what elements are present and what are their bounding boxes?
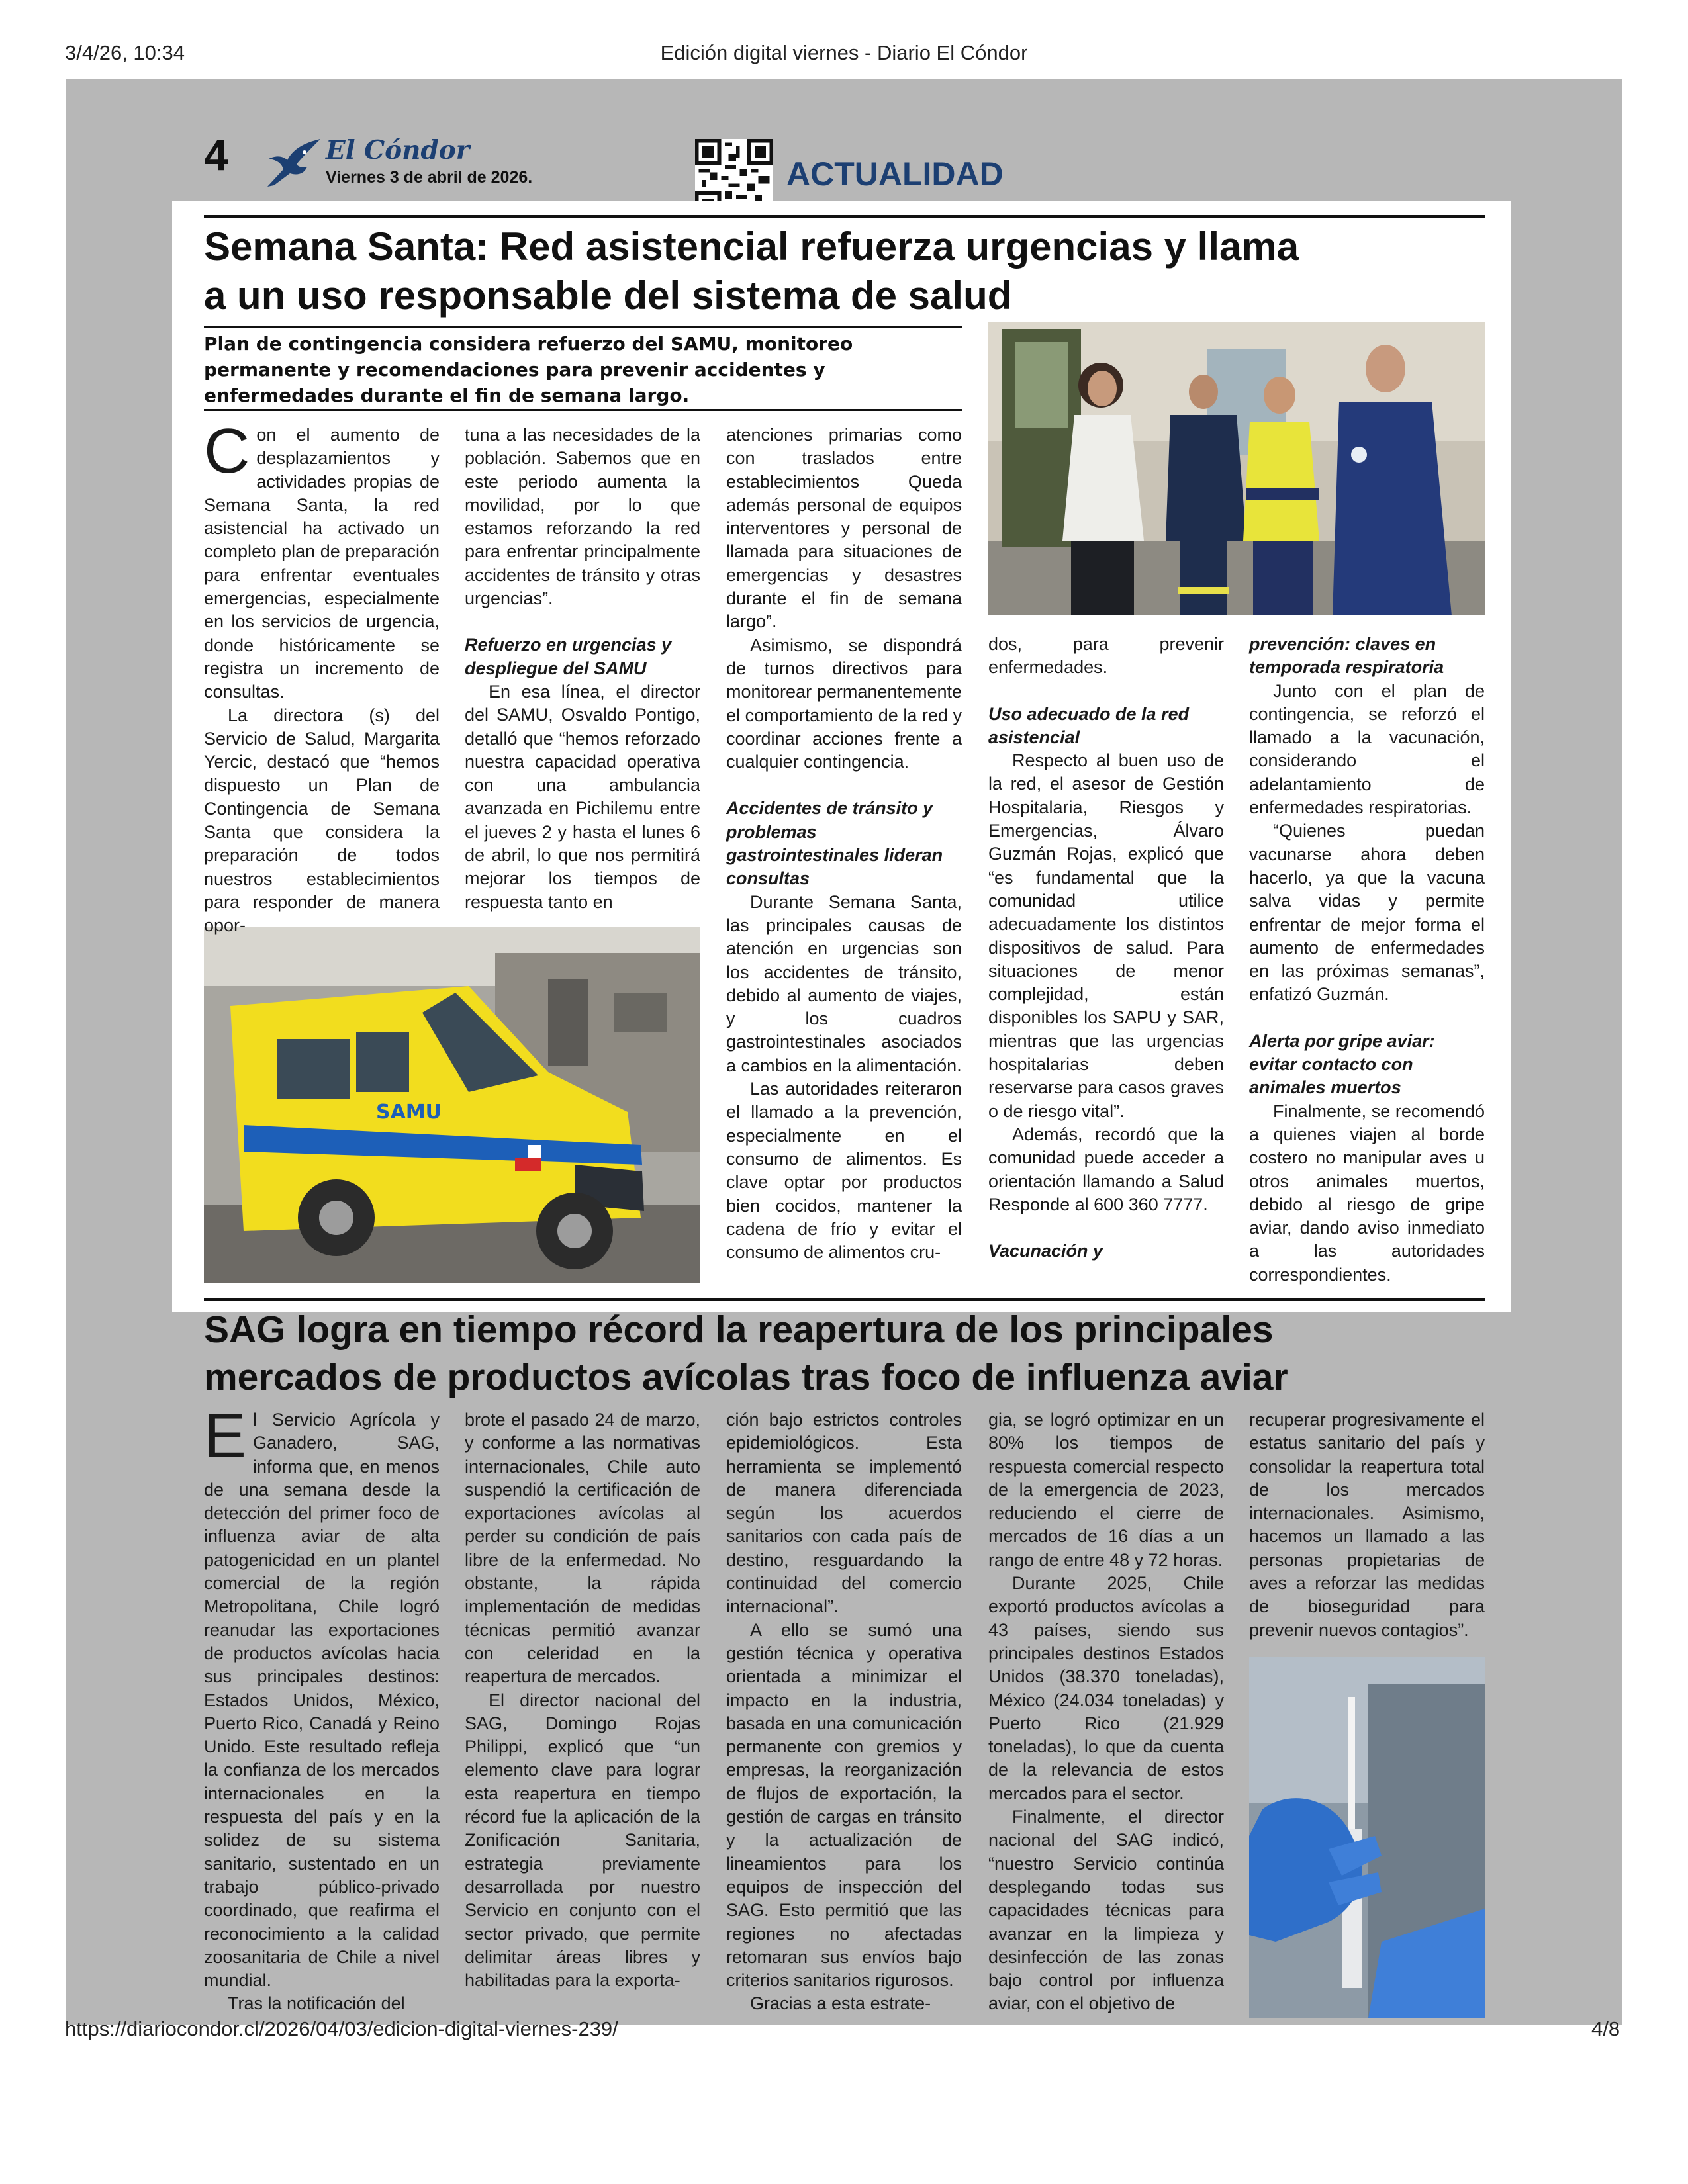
article1-col4-subhead2: Vacunación y: [988, 1241, 1103, 1261]
top-rule: [204, 215, 1485, 218]
article2-col5-p1: recuperar progresivamente el estatus sanitario del país y consolidar la reapertura total de los mercados internacionales. Asimismo, hacemos un llamado a las personas propietarias de aves a reforzar las medidas de bioseguridad para prevenir nuevos contagios”.: [1249, 1410, 1485, 1640]
print-timestamp: 3/4/26, 10:34: [65, 41, 185, 64]
article1-col5-p2: “Quienes puedan vacunarse ahora deben hacerlo, ya que la vacuna salva vidas y permite enfrentar de mejor forma el aumento de enfermedades en las próximas semanas”, enfatizó Guzmán.: [1249, 821, 1485, 1005]
condor-logo-icon: [263, 136, 322, 193]
article2-col4-p3: Finalmente, el director nacional del SAG indicó, “nuestro Servicio continúa desplegando todas sus capacidades técnicas para avanzar en la limpieza y desinfección de las zonas bajo control por influenza aviar, con el objetivo de: [988, 1807, 1224, 2014]
article2-photo-test-tube: [1249, 1657, 1485, 2018]
article1-col5-p1: Junto con el plan de contingencia, se reforzó el llamado a la vacunación, considerando el adelantamiento de enfermedades respiratorias.: [1249, 680, 1485, 818]
page-number: 4: [204, 130, 228, 179]
article1-col4-p1: dos, para prevenir enfermedades.: [988, 634, 1224, 678]
article1-col4-p2: Respecto al buen uso de la red, el asesor de Gestión Hospitalaria, Riesgos y Emergencias, Álvaro Guzmán Rojas, explicó que “es fundamental que la comunidad utilice adecuadamente los distintos dispositivos de salud. Para situaciones de menor complejidad, están disponibles los SAPU y SAR, mientras que las urgencias hospitalarias deben reservarse para casos graves o de riesgo vital”.: [988, 751, 1224, 1121]
article1-column-3: [726, 424, 962, 1264]
article2-col2-p1: brote el pasado 24 de marzo, y conforme a las normativas internacionales, Chile auto suspendió la certificación de exportaciones avícolas al perder su condición de país libre de la enfermedad. No obstante, la rápida implementación de medidas técnicas permitió avanzar con celeridad en la reapertura de mercados.: [465, 1410, 700, 1687]
article2-col4-p1: gia, se logró optimizar en un 80% los tiempos de respuesta comercial respecto de la emergencia de 2023, reduciendo el cierre de mercados de 16 días a un rango de entre 48 y 72 horas.: [988, 1410, 1224, 1570]
article2-drop-cap: E: [204, 1400, 247, 1471]
article1-col3-p2: Asimismo, se dispondrá de turnos directivos para monitorear permanentemente el comportamiento de la red y coordinar acciones frente a cualquier contingencia.: [726, 635, 962, 772]
article2-column-2: [465, 1408, 700, 1992]
article2-col3-p1: ción bajo estrictos controles epidemiológicos. Esta herramienta se implementó de manera diferenciada según los acuerdos sanitarios con cada país de destino, resguardando la continuidad del comercio internacional”.: [726, 1410, 962, 1617]
article2-title-line2: mercados de productos avícolas tras foco de influenza aviar: [204, 1356, 1288, 1398]
article1-col4-subhead1: Uso adecuado de la red asistencial: [988, 704, 1190, 747]
article1-col3-subhead: Accidentes de tránsito y problemas gastrointestinales lideran consultas: [726, 798, 943, 889]
deck-rule-bottom: [204, 409, 962, 411]
ambulance-label: SAMU: [376, 1101, 442, 1124]
article2-column-4: [988, 1408, 1224, 2016]
article1-column-2: [465, 424, 700, 914]
article1-col2-subhead: Refuerzo en urgencias y despliegue del SAMU: [465, 635, 672, 678]
print-page-counter: 4/8: [1591, 2017, 1620, 2040]
deck-rule-top: [204, 326, 962, 328]
article2-column-5: [1249, 1408, 1485, 1642]
article1-col4-p3: Además, recordó que la comunidad puede acceder a orientación llamando a Salud Responde al 600 360 7777.: [988, 1124, 1224, 1214]
article1-column-4: [988, 633, 1224, 1263]
print-title: Edición digital viernes - Diario El Cóndor: [660, 41, 1028, 64]
article2-col4-p2: Durante 2025, Chile exportó productos avícolas a 43 países, siendo sus principales destinos Estados Unidos (38.370 toneladas), México (24.034 toneladas) y Puerto Rico (21.929 toneladas), lo que da cuenta de la relevancia de estos mercados para el sector.: [988, 1573, 1224, 1803]
article1-col1-p1: on el aumento de desplazamientos y actividades propias de Semana Santa, la red asistencial ha activado un completo plan de preparación para enfrentar eventuales emergencias, especialmente en los servicios de urgencia, donde históricamente se registra un incremento de consultas.: [204, 425, 440, 702]
article2-column-1: [204, 1400, 440, 2016]
article1-col3-p3: Durante Semana Santa, las principales causas de atención en urgencias son los accidentes de tránsito, debido al aumento de viajes, y los cuadros gastrointestinales asociados a cambios en la alimentación.: [726, 891, 962, 1075]
article2-col1-p1: l Servicio Agrícola y Ganadero, SAG, informa que, en menos de una semana desde la detección del primer foco de influenza aviar de alta patogenicidad en un plantel comercial de la región Metropolitana, Chile logró reanudar las exportaciones de productos avícolas hacia sus principales destinos: Estados Unidos, México, Puerto Rico, Canadá y Reino Unido. Este resultado refleja la confianza de los mercados internacionales en la respuesta del país y en la solidez de su sistema sanitario, sustentado en un trabajo público-privado coordinado, que reafirma el reconocimiento a la calidad zoosanitaria de Chile a nivel mundial.: [204, 1410, 440, 1991]
article2-col3-p2: A ello se sumó una gestión técnica y operativa orientada a minimizar el impacto en la industria, basada en una comunicación permanente con gremios y empresas, la reorganización de flujos de exportación, la gestión de cargas en tránsito y la actualización de lineamientos para los equipos de inspección del SAG. Esto permitió que las regiones no afectadas retomaran sus envíos bajo criterios sanitarios rigurosos.: [726, 1619, 962, 1991]
section-label: ACTUALIDAD: [786, 156, 1004, 193]
article2-col1-p2: Tras la notificación del: [228, 1993, 405, 2014]
article1-col5-subhead2: Alerta por gripe aviar: evitar contacto con animales muertos: [1249, 1030, 1435, 1098]
article1-title-line2: a un uso responsable del sistema de salud: [204, 273, 1012, 318]
article1-col2-p2: En esa línea, el director del SAMU, Osvaldo Pontigo, detalló que “hemos reforzado nuestra capacidad operativa con una ambulancia avanzada en Pichilemu entre el jueves 2 y hasta el lunes 6 de abril, lo que nos permitirá mejorar los tiempos de respuesta tanto en: [465, 681, 700, 912]
article2-column-3: [726, 1408, 962, 2016]
masthead-date: Viernes 3 de abril de 2026.: [326, 168, 533, 187]
print-url[interactable]: https://diariocondor.cl/2026/04/03/edicion-digital-viernes-239/: [65, 2017, 618, 2040]
article1-col3-p4: Las autoridades reiteraron el llamado a la prevención, especialmente en el consumo de alimentos. Es clave optar por productos bien cocidos, mantener la cadena de frío y evitar el consumo de alimentos cru-: [726, 1079, 962, 1263]
article1-title-line1: Semana Santa: Red asistencial refuerza urgencias y llama: [204, 224, 1299, 269]
article1-col3-p1: atenciones primarias como con traslados entre establecimientos Queda además personal de equipos interventores y personal de llamada para situaciones de emergencias y desastres durante el fin de semana largo”.: [726, 425, 962, 632]
article1-col5-p3: Finalmente, se recomendó a quienes viajen al borde costero no manipular aves u otros animales muertos, debido al riesgo de gripe aviar, dando aviso inmediato a las autoridades correspondientes.: [1249, 1101, 1485, 1285]
article1-bottom-rule: [204, 1298, 1485, 1301]
article1-column-1: [204, 416, 440, 938]
article1-drop-cap: C: [204, 416, 250, 486]
masthead-logo-text: El Cóndor: [326, 135, 470, 165]
article2-title-line1: SAG logra en tiempo récord la reapertura de los principales: [204, 1308, 1274, 1351]
article2-col3-p3: Gracias a esta estrate-: [750, 1993, 931, 2014]
article1-col5-subhead1: prevención: claves en temporada respiratoria: [1249, 634, 1444, 678]
article1-photo-officials: [988, 322, 1485, 615]
article1-col1-p2: La directora (s) del Servicio de Salud, Margarita Yercic, destacó que “hemos dispuesto un Plan de Contingencia de Semana Santa que considera la preparación de todos nuestros establecimientos para responder de manera opor-: [204, 705, 440, 936]
article1-deck: Plan de contingencia considera refuerzo del SAMU, monitoreo permanente y recomendaciones para prevenir accidentes y enfermedades durante el fin de semana largo.: [204, 333, 853, 406]
article1-col2-p1: tuna a las necesidades de la población. Sabemos que en este periodo aumenta la movilidad, por lo que estamos reforzando la red para enfrentar principalmente accidentes de tránsito y otras urgencias”.: [465, 425, 700, 609]
article2-col2-p2: El director nacional del SAG, Domingo Rojas Philippi, explicó que “un elemento clave para lograr esta reapertura en tiempo récord fue la aplicación de la Zonificación Sanitaria, estrategia previamente desarrollada por nuestro Servicio en conjunto con el sector privado, que permite delimitar áreas libres y habilitadas para la exporta-: [465, 1690, 700, 1991]
article1-column-5: [1249, 633, 1485, 1287]
article1-photo-ambulance: [204, 927, 700, 1283]
